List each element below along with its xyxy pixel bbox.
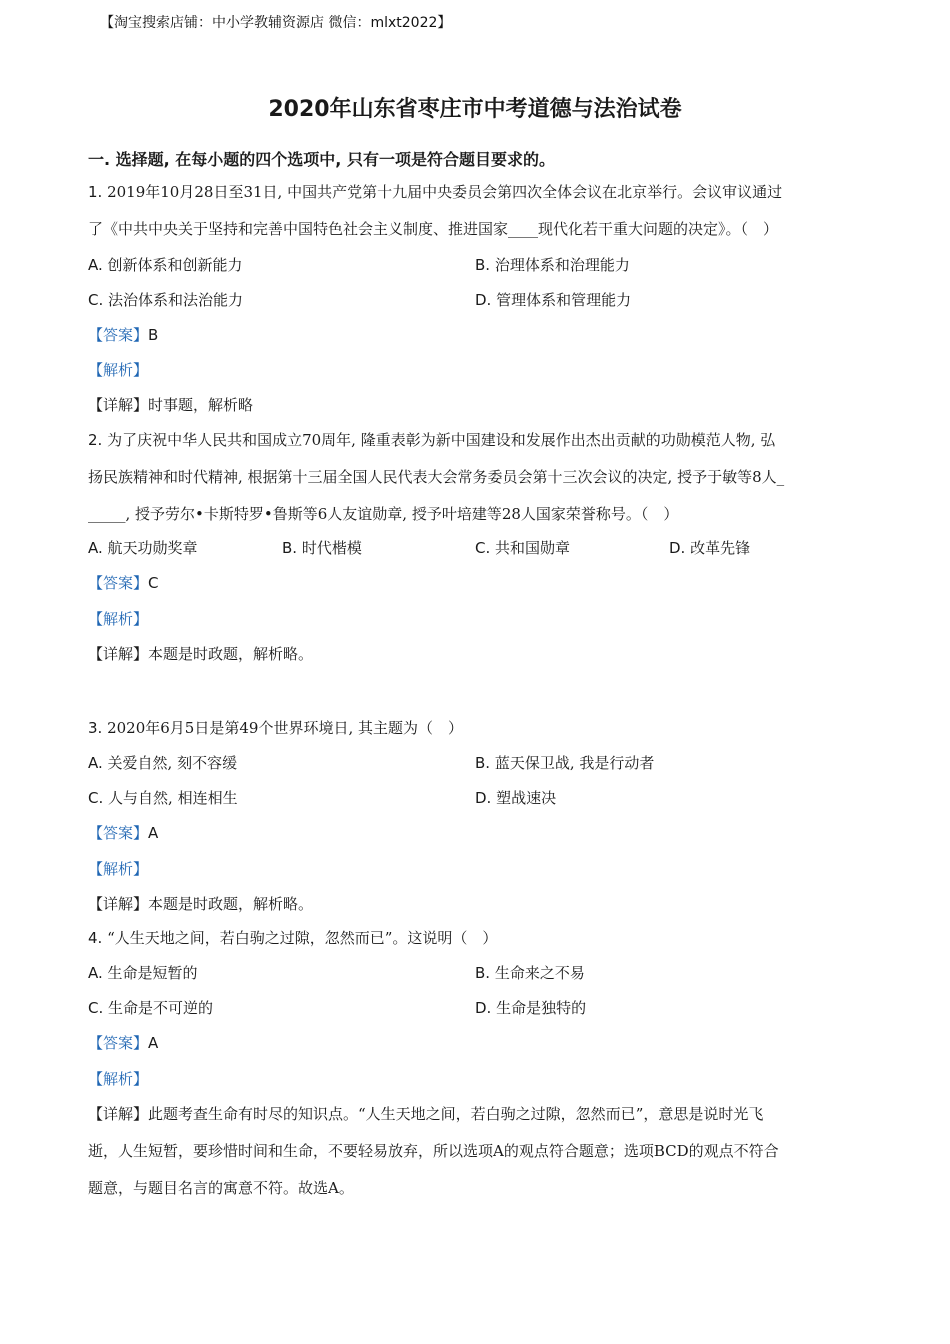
question-1-stem-line-1: 1. 2019年10月28日至31日, 中国共产党第十九届中央委员会第四次全体会议在北京举行。会议审议通过	[88, 183, 783, 201]
question-3-option-b: B. 蓝天保卫战, 我是行动者	[475, 754, 655, 772]
question-3-option-d: D. 塑战速决	[475, 789, 557, 807]
question-4-option-a: A. 生命是短暂的	[88, 964, 198, 982]
question-4-detail-line-1: 【详解】此题考查生命有时尽的知识点。“人生天地之间，若白驹之过隙，忽然而已”，意思是说时光飞	[88, 1105, 764, 1123]
question-1-option-d: D. 管理体系和管理能力	[475, 291, 632, 309]
question-1-option-a: A. 创新体系和创新能力	[88, 256, 243, 274]
question-4-option-c: C. 生命是不可逆的	[88, 999, 214, 1017]
question-4-option-b: B. 生命来之不易	[475, 964, 585, 982]
question-4-detail-line-3: 题意，与题目名言的寓意不符。故选A。	[88, 1179, 354, 1197]
question-3-detail: 【详解】本题是时政题，解析略。	[88, 895, 314, 913]
question-2-stem-line-3: _____, 授予劳尔•卡斯特罗•鲁斯等6人友谊勋章, 授予叶培建等28人国家荣誉称号。（ ）	[88, 505, 679, 523]
question-4-analysis-label: 【解析】	[88, 1070, 149, 1088]
section-heading: 一. 选择题, 在每小题的四个选项中, 只有一项是符合题目要求的。	[88, 150, 555, 169]
question-3-analysis-label: 【解析】	[88, 860, 149, 878]
question-4-detail-line-2: 逝，人生短暂，要珍惜时间和生命，不要轻易放弃，所以选项A的观点符合题意；选项BCD的观点不符合	[88, 1142, 779, 1160]
question-1-answer: 【答案】B	[88, 326, 159, 344]
question-3-answer: 【答案】A	[88, 824, 159, 842]
question-2-analysis-label: 【解析】	[88, 610, 149, 628]
question-2-stem-line-2: 扬民族精神和时代精神, 根据第十三届全国人民代表大会常务委员会第十三次会议的决定, 授予于敏等8人_	[88, 468, 785, 486]
question-2-option-b: B. 时代楷模	[282, 539, 362, 557]
question-4-option-d: D. 生命是独特的	[475, 999, 587, 1017]
question-1-detail: 【详解】时事题，解析略	[88, 396, 254, 414]
question-1-stem-line-2: 了《中共中央关于坚持和完善中国特色社会主义制度、推进国家____现代化若干重大问题的决定》。（ ）	[88, 220, 779, 238]
document-title: 2020年山东省枣庄市中考道德与法治试卷	[268, 97, 682, 122]
question-2-option-c: C. 共和国勋章	[475, 539, 571, 557]
question-2-number: 2.	[88, 431, 103, 449]
question-4-answer: 【答案】A	[88, 1034, 159, 1052]
question-3-option-a: A. 关爱自然, 刻不容缓	[88, 754, 238, 772]
question-1-option-c: C. 法治体系和法治能力	[88, 291, 244, 309]
question-3-option-c: C. 人与自然, 相连相生	[88, 789, 238, 807]
question-3-number: 3.	[88, 719, 103, 737]
question-2-answer: 【答案】C	[88, 574, 159, 592]
question-1-number: 1.	[88, 183, 103, 201]
question-2-option-a: A. 航天功勋奖章	[88, 539, 198, 557]
question-2-detail: 【详解】本题是时政题，解析略。	[88, 645, 314, 663]
question-2-option-d: D. 改革先锋	[669, 539, 751, 557]
question-4-stem-line-1: 4. “人生天地之间，若白驹之过隙，忽然而已”。这说明（ ）	[88, 929, 498, 947]
question-4-number: 4.	[88, 929, 103, 947]
question-3-stem-line-1: 3. 2020年6月5日是第49个世界环境日, 其主题为（ ）	[88, 719, 463, 737]
question-1-option-b: B. 治理体系和治理能力	[475, 256, 630, 274]
question-2-stem-line-1: 2. 为了庆祝中华人民共和国成立70周年, 隆重表彰为新中国建设和发展作出杰出贡献的功勋模范人物, 弘	[88, 431, 776, 449]
question-1-analysis-label: 【解析】	[88, 361, 149, 379]
store-watermark-note: 【淘宝搜索店铺：中小学教辅资源店 微信：mlxt2022】	[100, 15, 452, 31]
